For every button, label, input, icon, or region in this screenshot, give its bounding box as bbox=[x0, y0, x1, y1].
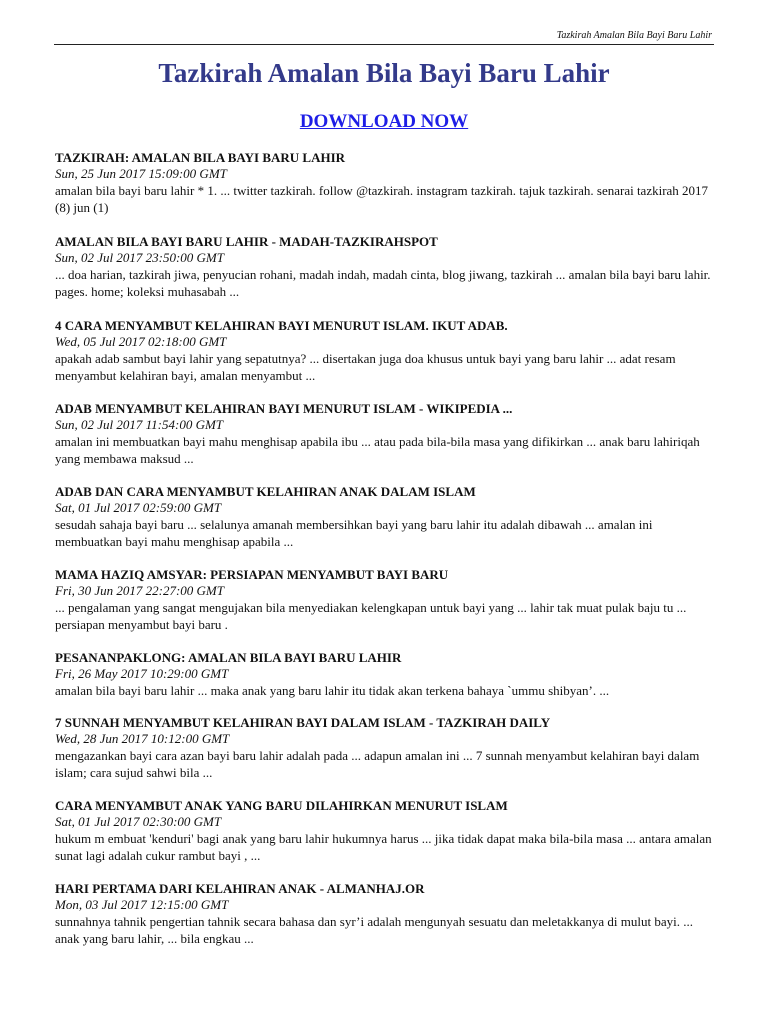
result-title: CARA MENYAMBUT ANAK YANG BARU DILAHIRKAN MENURUT ISLAM bbox=[55, 798, 508, 813]
result-snippet: ... doa harian, tazkirah jiwa, penyucian rohani, madah indah, madah cinta, blog jiwang, tazkirah ... amalan bila bayi baru lahir. pages. home; koleksi muhasabah ... bbox=[55, 267, 711, 299]
result-entry bbox=[55, 484, 715, 550]
result-title: 7 SUNNAH MENYAMBUT KELAHIRAN BAYI DALAM ISLAM - TAZKIRAH DAILY bbox=[55, 715, 551, 730]
result-snippet: apakah adab sambut bayi lahir yang sepatutnya? ... disertakan juga doa khusus untuk bayi yang baru lahir ... adat resam menyambut kelahiran bayi, amalan menyambut ... bbox=[55, 351, 676, 383]
download-container bbox=[0, 111, 768, 133]
result-title: 4 CARA MENYAMBUT KELAHIRAN BAYI MENURUT ISLAM. IKUT ADAB. bbox=[55, 318, 508, 333]
results-list bbox=[55, 150, 715, 947]
result-title: AMALAN BILA BAYI BARU LAHIR - MADAH-TAZKIRAHSPOT bbox=[55, 234, 438, 249]
result-snippet: hukum m embuat 'kenduri' bagi anak yang baru lahir hukumnya harus ... jika tidak dapat maka bila-bila masa ... antara amalan sunat lagi adalah cukur rambut bayi , ... bbox=[55, 831, 712, 863]
result-title: ADAB DAN CARA MENYAMBUT KELAHIRAN ANAK DALAM ISLAM bbox=[55, 484, 476, 499]
result-title: TAZKIRAH: AMALAN BILA BAYI BARU LAHIR bbox=[55, 150, 346, 165]
result-date: Wed, 05 Jul 2017 02:18:00 GMT bbox=[55, 334, 227, 349]
result-snippet: mengazankan bayi cara azan bayi baru lahir adalah pada ... adapun amalan ini ... 7 sunnah menyambut kelahiran bayi dalam islam; cara sujud sahwi bila ... bbox=[55, 748, 700, 780]
running-header-title: Tazkirah Amalan Bila Bayi Baru Lahir bbox=[556, 30, 712, 41]
result-title: ADAB MENYAMBUT KELAHIRAN BAYI MENURUT ISLAM - WIKIPEDIA ... bbox=[55, 401, 513, 416]
result-date: Sun, 25 Jun 2017 15:09:00 GMT bbox=[55, 166, 227, 181]
result-snippet: amalan bila bayi baru lahir * 1. ... twitter tazkirah. follow @tazkirah. instagram tazkirah. tajuk tazkirah. senarai tazkirah 2017 (8) jun (1) bbox=[55, 183, 709, 215]
result-title: HARI PERTAMA DARI KELAHIRAN ANAK - ALMANHAJ.OR bbox=[55, 881, 425, 896]
result-entry bbox=[55, 150, 715, 216]
result-snippet: sunnahnya tahnik pengertian tahnik secara bahasa dan syr’i adalah mengunyah sesuatu dan meletakkanya di mulut bayi. ... anak yang baru lahir, ... bila engkau ... bbox=[55, 914, 693, 946]
result-date: Mon, 03 Jul 2017 12:15:00 GMT bbox=[55, 897, 229, 912]
header-divider bbox=[54, 44, 714, 45]
result-entry bbox=[55, 234, 715, 300]
result-snippet: ... pengalaman yang sangat mengujakan bila menyediakan kelengkapan untuk bayi yang ... lahir tak muat pulak baju tu ... persiapan menyambut bayi baru . bbox=[55, 600, 687, 632]
result-entry bbox=[55, 318, 715, 384]
result-snippet: amalan ini membuatkan bayi mahu menghisap apabila ibu ... atau pada bila-bila masa yang difikirkan ... anak baru lahiriqah yang membawa maksud ... bbox=[55, 434, 700, 466]
result-snippet: sesudah sahaja bayi baru ... selalunya amanah membersihkan bayi yang baru lahir itu adalah dibawah ... amalan ini membuatkan bayi mahu menghisap apabila ... bbox=[55, 517, 653, 549]
result-date: Wed, 28 Jun 2017 10:12:00 GMT bbox=[55, 731, 230, 746]
download-now-link[interactable]: DOWNLOAD NOW bbox=[299, 111, 469, 132]
result-title: MAMA HAZIQ AMSYAR: PERSIAPAN MENYAMBUT BAYI BARU bbox=[55, 567, 449, 582]
page-title: Tazkirah Amalan Bila Bayi Baru Lahir bbox=[158, 58, 610, 88]
result-entry bbox=[55, 715, 715, 781]
result-date: Sun, 02 Jul 2017 11:54:00 GMT bbox=[55, 417, 224, 432]
result-date: Sat, 01 Jul 2017 02:59:00 GMT bbox=[55, 500, 222, 515]
result-entry bbox=[55, 567, 715, 633]
result-entry bbox=[55, 650, 715, 699]
result-date: Fri, 30 Jun 2017 22:27:00 GMT bbox=[55, 583, 224, 598]
result-snippet: amalan bila bayi baru lahir ... maka anak yang baru lahir itu tidak akan terkena bahaya `ummu shibyan’. ... bbox=[55, 683, 610, 698]
result-date: Sun, 02 Jul 2017 23:50:00 GMT bbox=[55, 250, 224, 265]
result-date: Sat, 01 Jul 2017 02:30:00 GMT bbox=[55, 814, 222, 829]
result-entry bbox=[55, 881, 715, 947]
result-title: PESANANPAKLONG: AMALAN BILA BAYI BARU LAHIR bbox=[55, 650, 402, 665]
result-entry bbox=[55, 401, 715, 467]
result-date: Fri, 26 May 2017 10:29:00 GMT bbox=[55, 666, 229, 681]
result-entry bbox=[55, 798, 715, 864]
